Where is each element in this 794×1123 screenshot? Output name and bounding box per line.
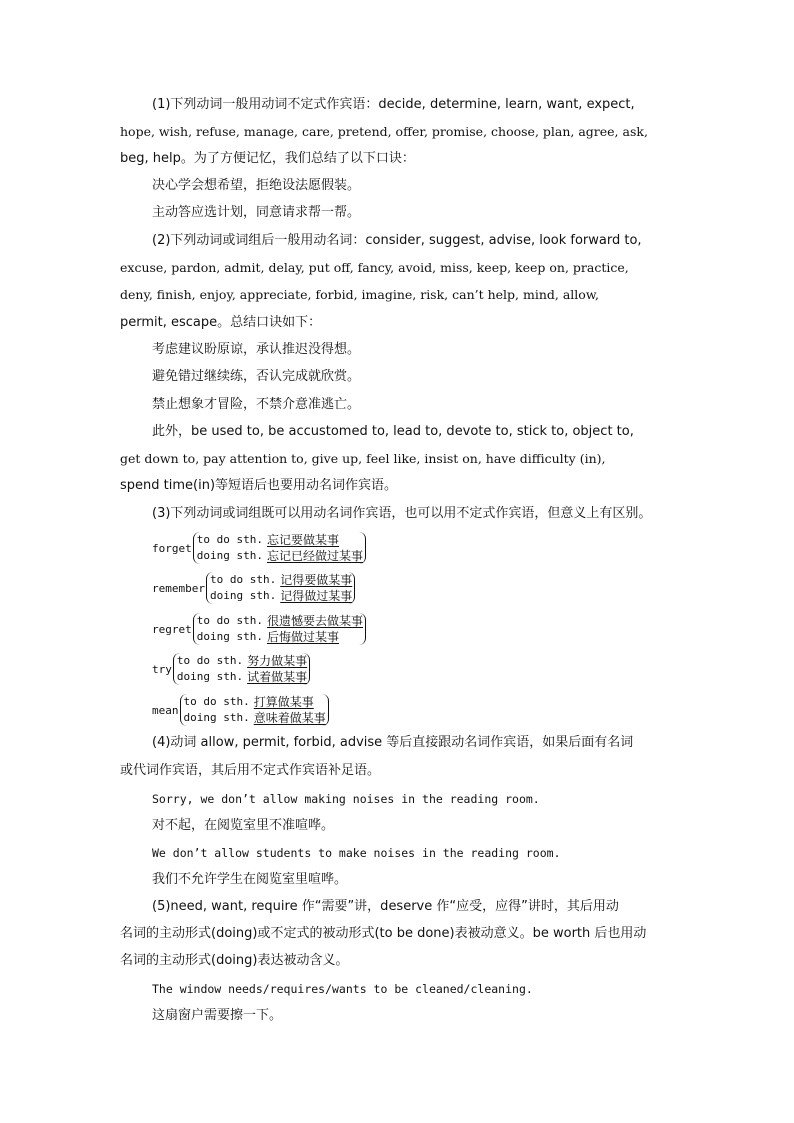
section-1-line-2: hope, wish, refuse, manage, care, pretend, offer, promise, choose, plan, agree, ask, xyxy=(120,124,648,139)
section-3-line-2: get down to, pay attention to, give up, feel like, insist on, have difficulty (in), xyxy=(120,451,606,466)
section-5-line-1: (4)动词 allow, permit, forbid, advise 等后直接跟动名词作宾语，如果后面有名词 xyxy=(152,735,634,750)
section-2-rhyme-2: 避免错过继续练，否认完成就欣赏。 xyxy=(152,369,361,384)
pair-meaning-to-do: 很遗憾要去做某事 xyxy=(266,614,363,628)
section-3-line-1: 此外，be used to, be accustomed to, lead to, devote to, stick to, object to, xyxy=(152,424,634,439)
section-1-line-3: beg, help。为了方便记忆，我们总结了以下口诀： xyxy=(120,151,415,166)
verb-pair-remember xyxy=(152,572,355,604)
pair-meaning-to-do: 努力做某事 xyxy=(247,654,308,668)
section-2-line-3: deny, finish, enjoy, appreciate, forbid, imagine, risk, can’t help, mind, allow, xyxy=(120,287,600,302)
pair-verb: try xyxy=(152,662,172,676)
section-5-line-2: 或代词作宾语，其后用不定式作宾语补足语。 xyxy=(120,763,381,778)
pair-brace xyxy=(193,613,366,645)
pair-meaning-doing: 试着做某事 xyxy=(247,670,308,684)
verb-pair-forget xyxy=(152,532,366,564)
example-1-chinese: 对不起，在阅览室里不准喧哗。 xyxy=(152,818,335,833)
example-2-chinese: 我们不允许学生在阅览室里喧哗。 xyxy=(152,872,348,887)
pair-brace xyxy=(206,572,355,604)
pair-verb: forget xyxy=(152,541,192,555)
pair-brace xyxy=(180,694,329,726)
pair-option-to-do: to do sth. xyxy=(183,695,250,708)
section-6-line-3: 名词的主动形式(doing)表达被动含义。 xyxy=(120,953,349,968)
section-2-line-4: permit, escape。总结口诀如下： xyxy=(120,315,322,330)
pair-option-to-do: to do sth. xyxy=(196,614,263,627)
pair-option-to-do: to do sth. xyxy=(196,533,263,546)
pair-meaning-to-do: 打算做某事 xyxy=(253,695,314,709)
section-2-line-2: excuse, pardon, admit, delay, put off, fancy, avoid, miss, keep, keep on, practice, xyxy=(120,260,629,275)
section-2-rhyme-3: 禁止想象才冒险，不禁介意准逃亡。 xyxy=(152,397,361,412)
example-1-english: Sorry, we don’t allow making noises in the reading room. xyxy=(152,792,540,806)
pair-meaning-doing: 忘记已经做过某事 xyxy=(266,549,363,563)
pair-brace xyxy=(193,532,366,564)
pair-meaning-to-do: 记得要做某事 xyxy=(280,573,353,587)
pair-option-doing: doing sth. xyxy=(176,670,244,683)
pair-verb: regret xyxy=(152,622,192,636)
example-3-chinese: 这扇窗户需要擦一下。 xyxy=(152,1008,283,1023)
pair-option-doing: doing sth. xyxy=(183,711,250,724)
verb-pair-mean xyxy=(152,694,329,726)
example-3-english: The window needs/requires/wants to be cleaned/cleaning. xyxy=(152,982,533,996)
pair-option-doing: doing sth. xyxy=(196,549,263,562)
pair-verb: mean xyxy=(152,703,179,717)
pair-meaning-to-do: 忘记要做某事 xyxy=(266,533,339,547)
verb-pair-regret xyxy=(152,613,366,645)
pair-option-to-do: to do sth. xyxy=(209,573,277,586)
pair-meaning-doing: 意味着做某事 xyxy=(253,711,326,725)
section-3-line-3: spend time(in)等短语后也要用动名词作宾语。 xyxy=(120,478,398,493)
section-1-rhyme-1: 决心学会想希望，拒绝设法愿假装。 xyxy=(152,178,361,193)
section-6-line-1: (5)need, want, require 作“需要”讲，deserve 作“应受，应得”讲时，其后用动 xyxy=(152,899,619,914)
section-1-rhyme-2: 主动答应选计划，同意请求帮一帮。 xyxy=(152,205,361,220)
section-2-rhyme-1: 考虑建议盼原谅，承认推迟没得想。 xyxy=(152,342,361,357)
pair-meaning-doing: 记得做过某事 xyxy=(280,589,353,603)
section-1-line-1: (1)下列动词一般用动词不定式作宾语：decide, determine, learn, want, expect, xyxy=(152,97,635,112)
section-2-line-1: (2)下列动词或词组后一般用动名词：consider, suggest, advise, look forward to, xyxy=(152,233,642,248)
example-2-english: We don’t allow students to make noises in the reading room. xyxy=(152,846,561,860)
pair-brace xyxy=(173,653,310,685)
pair-meaning-doing: 后悔做过某事 xyxy=(266,630,339,644)
pair-option-to-do: to do sth. xyxy=(176,654,244,667)
section-6-line-2: 名词的主动形式(doing)或不定式的被动形式(to be done)表被动意义。be worth 后也用动 xyxy=(120,926,647,941)
pair-option-doing: doing sth. xyxy=(209,589,277,602)
pair-option-doing: doing sth. xyxy=(196,630,263,643)
verb-pair-try xyxy=(152,653,310,685)
section-4-line-1: (3)下列动词或词组既可以用动名词作宾语，也可以用不定式作宾语，但意义上有区别。 xyxy=(152,506,652,521)
pair-verb: remember xyxy=(152,581,205,595)
